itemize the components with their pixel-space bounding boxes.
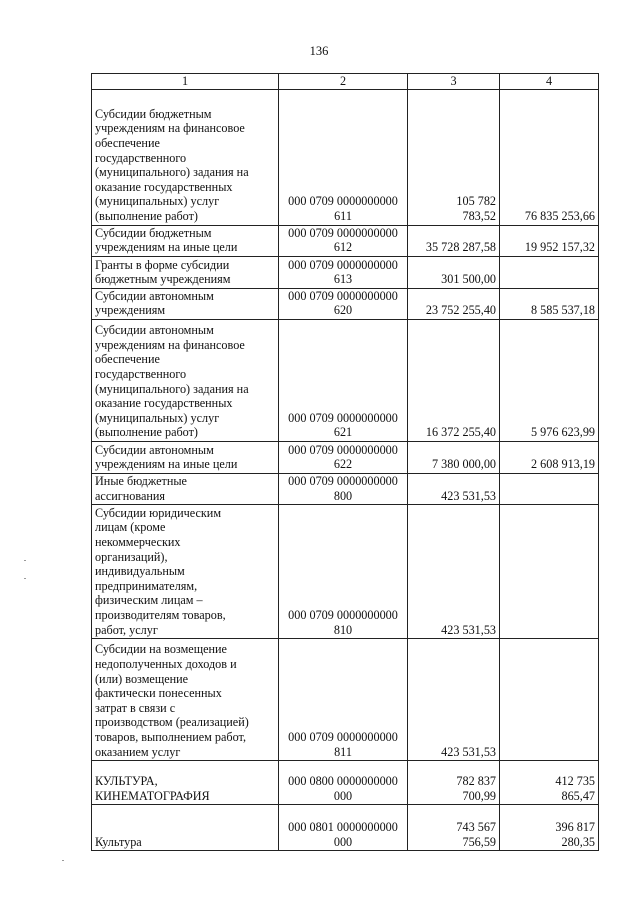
budget-table — [91, 73, 599, 851]
table-cell-col3: 7 380 000,00 — [408, 441, 500, 473]
table-cell-col4 — [500, 473, 599, 504]
table-cell-name: Иные бюджетные ассигнования — [92, 473, 279, 504]
table-row — [92, 761, 599, 805]
table-cell-col4: 8 585 537,18 — [500, 288, 599, 319]
column-header: 4 — [500, 74, 599, 90]
table-cell-name: Субсидии юридическим лицам (кроме некоммерческих организаций), индивидуальным предпринимателям, физическим лицам – производителям товаров, работ, услуг — [92, 505, 279, 639]
table-cell-code: 000 0709 0000000000 621 — [279, 319, 408, 441]
scan-speck — [62, 860, 64, 861]
table-row — [92, 505, 599, 639]
table-row — [92, 288, 599, 319]
table-cell-col4: 412 735 865,47 — [500, 761, 599, 805]
table-cell-code: 000 0709 0000000000 612 — [279, 225, 408, 256]
table-cell-col4: 5 976 623,99 — [500, 319, 599, 441]
column-header: 1 — [92, 74, 279, 90]
scan-speck — [24, 578, 26, 579]
table-row — [92, 441, 599, 473]
budget-table-body — [92, 74, 599, 851]
table-cell-name: Субсидии на возмещение недополученных доходов и (или) возмещение фактически понесенных затрат в связи с производством (реализацией) товаров, выполнением работ, оказанием услуг — [92, 639, 279, 761]
table-row — [92, 89, 599, 225]
table-row — [92, 639, 599, 761]
table-cell-col4: 19 952 157,32 — [500, 225, 599, 256]
table-cell-code: 000 0709 0000000000 810 — [279, 505, 408, 639]
table-row — [92, 805, 599, 851]
table-row — [92, 256, 599, 288]
table-cell-col3: 782 837 700,99 — [408, 761, 500, 805]
scan-speck — [24, 560, 26, 561]
table-cell-col3: 423 531,53 — [408, 639, 500, 761]
table-cell-name: КУЛЬТУРА, КИНЕМАТОГРАФИЯ — [92, 761, 279, 805]
table-cell-code: 000 0709 0000000000 800 — [279, 473, 408, 504]
table-cell-col4: 76 835 253,66 — [500, 89, 599, 225]
table-cell-col3: 743 567 756,59 — [408, 805, 500, 851]
table-cell-col3: 423 531,53 — [408, 505, 500, 639]
table-cell-name: Культура — [92, 805, 279, 851]
table-cell-col3: 301 500,00 — [408, 256, 500, 288]
column-header: 2 — [279, 74, 408, 90]
table-cell-code: 000 0709 0000000000 811 — [279, 639, 408, 761]
table-cell-col4 — [500, 256, 599, 288]
column-header: 3 — [408, 74, 500, 90]
page-number: 136 — [309, 44, 329, 58]
table-row — [92, 225, 599, 256]
table-cell-name: Субсидии бюджетным учреждениям на иные цели — [92, 225, 279, 256]
table-cell-col4: 2 608 913,19 — [500, 441, 599, 473]
table-cell-col3: 23 752 255,40 — [408, 288, 500, 319]
table-cell-code: 000 0709 0000000000 620 — [279, 288, 408, 319]
table-cell-col3: 105 782 783,52 — [408, 89, 500, 225]
table-cell-name: Субсидии автономным учреждениям — [92, 288, 279, 319]
table-cell-name: Субсидии автономным учреждениям на иные цели — [92, 441, 279, 473]
table-cell-col3: 35 728 287,58 — [408, 225, 500, 256]
table-cell-code: 000 0709 0000000000 613 — [279, 256, 408, 288]
table-cell-col3: 16 372 255,40 — [408, 319, 500, 441]
table-cell-name: Гранты в форме субсидии бюджетным учреждениям — [92, 256, 279, 288]
table-cell-col4 — [500, 639, 599, 761]
table-header-row — [92, 74, 599, 90]
table-cell-code: 000 0800 0000000000 000 — [279, 761, 408, 805]
table-cell-name: Субсидии автономным учреждениям на финансовое обеспечение государственного (муниципального) задания на оказание государственных (муниципальных) услуг (выполнение работ) — [92, 319, 279, 441]
table-row — [92, 473, 599, 504]
table-cell-code: 000 0801 0000000000 000 — [279, 805, 408, 851]
table-cell-code: 000 0709 0000000000 611 — [279, 89, 408, 225]
table-cell-col3: 423 531,53 — [408, 473, 500, 504]
table-cell-col4 — [500, 505, 599, 639]
table-cell-name: Субсидии бюджетным учреждениям на финансовое обеспечение государственного (муниципального) задания на оказание государственных (муниципальных) услуг (выполнение работ) — [92, 89, 279, 225]
table-cell-code: 000 0709 0000000000 622 — [279, 441, 408, 473]
table-row — [92, 319, 599, 441]
table-cell-col4: 396 817 280,35 — [500, 805, 599, 851]
